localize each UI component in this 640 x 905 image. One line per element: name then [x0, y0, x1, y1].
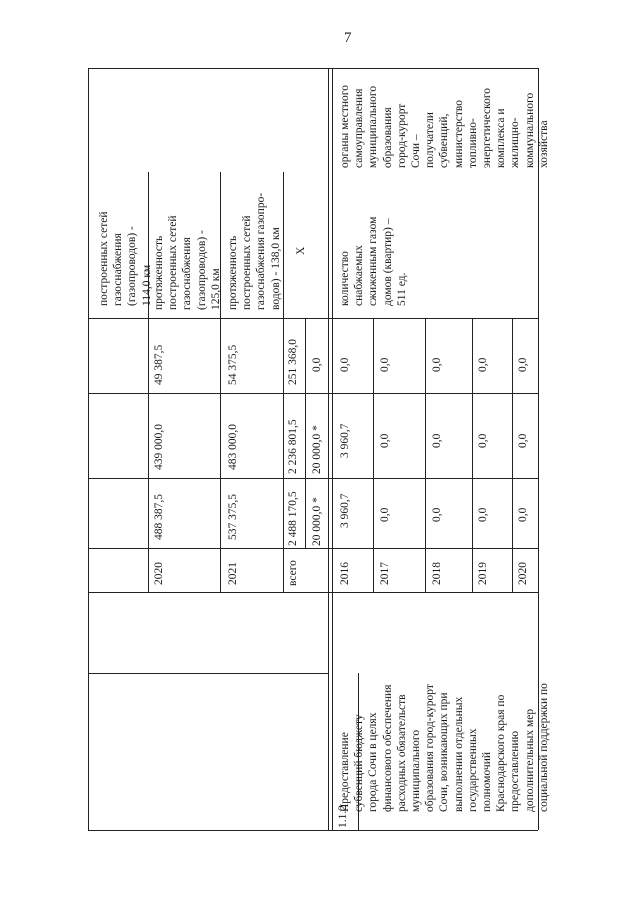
total-subrow-total: 20 000,0 *: [311, 497, 323, 546]
col-line-indicator: [88, 318, 538, 319]
row-line-2019-left: [472, 318, 473, 592]
subsidy-year-2017: 2017: [379, 562, 391, 585]
regional-2021-prev: 483 000,0: [227, 424, 239, 470]
total-row-total: 2 488 170,5: [287, 491, 299, 546]
subsidy-regional-2019: 0,0: [477, 433, 489, 448]
col-line-local: [88, 393, 538, 394]
table-border-top: [88, 68, 538, 69]
col-line-regional: [88, 478, 538, 479]
year-2021-prev: 2021: [227, 562, 239, 585]
indicator-2020-prev: протяженность построенных сетей газоснабжения (газопроводов) - 125,0 км: [153, 215, 222, 310]
total-row-regional: 2 236 801,5: [287, 419, 299, 474]
subsidy-regional-2018: 0,0: [431, 433, 443, 448]
subsidy-local-2018: 0,0: [431, 357, 443, 372]
subsidy-total-2018: 0,0: [431, 507, 443, 522]
subsidy-year-2019: 2019: [477, 562, 489, 585]
subsidy-indicator: количество снабжаемых сжиженным газом домов (квартир) – 511 ед.: [339, 216, 408, 306]
row-line-2020-left-sub: [512, 318, 513, 592]
col-line-total: [88, 548, 538, 549]
row-line-2018-left: [425, 318, 426, 592]
subsidy-year-2020: 2020: [517, 562, 529, 585]
subsidy-local-2016: 0,0: [339, 357, 351, 372]
row-line-total-left: [283, 172, 284, 592]
page-number: 7: [344, 30, 352, 46]
table-border-left: [88, 68, 89, 830]
subsidy-local-2020: 0,0: [517, 357, 529, 372]
total-row-indicator: Х: [295, 246, 307, 255]
total-2021-prev: 537 375,5: [227, 494, 239, 540]
subsidy-local-2019: 0,0: [477, 357, 489, 372]
local-2021-prev: 54 375,5: [227, 344, 239, 385]
col-line-description: [88, 673, 328, 674]
subsidy-regional-2020: 0,0: [517, 433, 529, 448]
regional-2020-prev: 439 000,0: [153, 424, 165, 470]
subsidy-total-2016: 3 960,7: [339, 493, 351, 528]
row-line-2017-left: [373, 318, 374, 592]
subsidy-total-2017: 0,0: [379, 507, 391, 522]
total-subrow-local: 0,0: [311, 357, 323, 372]
local-2020-prev: 49 387,5: [153, 344, 165, 385]
total-subrow-divider: [305, 318, 306, 548]
row-line-section-top: [328, 68, 329, 830]
subsidy-total-2020: 0,0: [517, 507, 529, 522]
subsidy-regional-2016: 3 960,7: [339, 423, 351, 458]
subsidy-total-2019: 0,0: [477, 507, 489, 522]
col-line-year: [88, 592, 538, 593]
indicator-2021-prev: протяженность построенных сетей газоснабжения газопро- водов) - 138,0 км: [227, 192, 282, 310]
subsidy-year-2018: 2018: [431, 562, 443, 585]
row-line-section-top-double: [332, 68, 333, 830]
executor-cell: органы местного самоуправления муниципального образования город-курорт Сочи – получатели субвенций, министерство топливно- энергетического комплекса и жилищно- коммунального хозяйства: [339, 85, 550, 168]
total-subrow-regional: 20 000,0 *: [311, 425, 323, 474]
row-description: Предоставление субвенций бюджету города Сочи в целях финансового обеспечения расходных обязательств муниципального образования город-курорт Сочи, возникающих при выполнении отдельных государственных полномочий Краснодарского края по предоставлению дополнительных мер социальной поддержки по: [339, 683, 550, 812]
indicator-cell-continuation: построенных сетей газоснабжения (газопроводов) - 114,0 км: [98, 211, 153, 306]
total-row-label: всего: [287, 560, 299, 586]
subsidy-regional-2017: 0,0: [379, 433, 391, 448]
subsidy-local-2017: 0,0: [379, 357, 391, 372]
year-2020-prev: 2020: [153, 562, 165, 585]
row-code: 1.1.2: [337, 805, 349, 828]
total-row-local: 251 368,0: [287, 339, 299, 385]
subsidy-year-2016: 2016: [339, 562, 351, 585]
table-border-bottom: [88, 830, 538, 831]
total-2020-prev: 488 387,5: [153, 494, 165, 540]
